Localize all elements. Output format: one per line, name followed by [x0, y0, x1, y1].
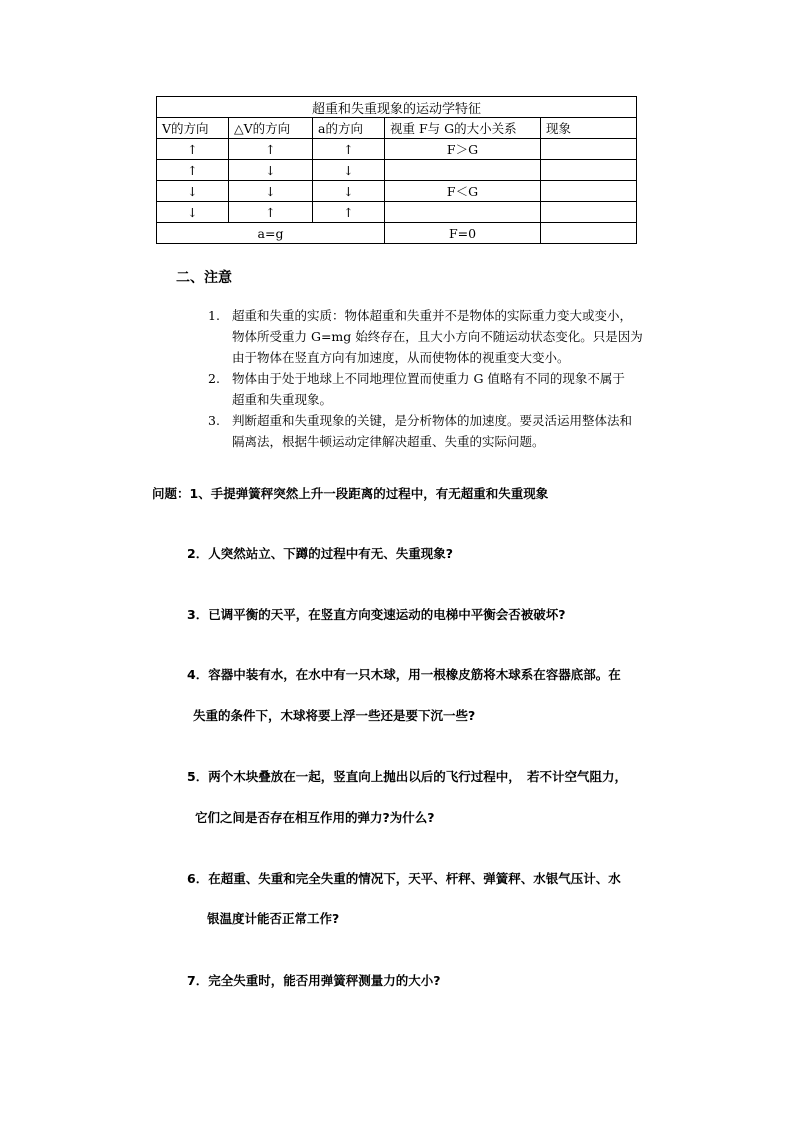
question-6-line-2: 银温度计能否正常工作? — [207, 911, 340, 926]
cell-v-direction: ↑ — [157, 160, 229, 181]
question-5-line-1: 5．两个木块叠放在一起，竖直向上抛出以后的飞行过程中， 若不计空气阻力， — [187, 769, 627, 784]
table-row — [157, 202, 637, 223]
note-line: 物体所受重力 G=mg 始终存在，且大小方向不随运动状态变化。只是因为 — [232, 329, 643, 344]
cell-weight-relation: F＜G — [385, 181, 541, 202]
note-number: 3. — [208, 413, 220, 428]
note-item — [208, 368, 688, 410]
header-weight-relation: 视重 F与 G的大小关系 — [385, 118, 541, 139]
cell-v-direction: ↓ — [157, 202, 229, 223]
note-number: 2. — [208, 371, 220, 386]
cell-dv-direction: ↑ — [229, 202, 313, 223]
cell-result: F=0 — [385, 223, 541, 244]
header-a-direction: a的方向 — [313, 118, 385, 139]
section-heading: 二、注意 — [176, 270, 232, 286]
cell-a-direction: ↓ — [313, 181, 385, 202]
table-row-free-fall — [157, 223, 637, 244]
cell-dv-direction: ↓ — [229, 181, 313, 202]
note-item — [208, 410, 688, 452]
cell-dv-direction: ↑ — [229, 139, 313, 160]
question-4-line-1: 4．容器中装有水，在水中有一只木球，用一根橡皮筋将木球系在容器底部。在 — [187, 667, 621, 682]
cell-weight-relation — [385, 202, 541, 223]
note-line: 判断超重和失重现象的关键，是分析物体的加速度。要灵活运用整体法和 — [232, 413, 633, 428]
cell-a-direction: ↑ — [313, 202, 385, 223]
header-v-direction: V的方向 — [157, 118, 229, 139]
cell-v-direction: ↑ — [157, 139, 229, 160]
question-6-line-1: 6．在超重、失重和完全失重的情况下，天平、杆秤、弹簧秤、水银气压计、水 — [187, 871, 621, 886]
note-line: 物体由于处于地球上不同地理位置而使重力 G 值略有不同的现象不属于 — [232, 371, 625, 386]
cell-phenomenon — [541, 202, 637, 223]
cell-phenomenon — [541, 139, 637, 160]
note-line: 超重和失重现象。 — [232, 392, 333, 407]
table-header-row — [157, 118, 637, 139]
question-1: 问题：1、手提弹簧秤突然上升一段距离的过程中，有无超重和失重现象 — [152, 486, 549, 501]
cell-weight-relation — [385, 160, 541, 181]
header-phenomenon: 现象 — [541, 118, 637, 139]
note-line: 由于物体在竖直方向有加速度，从而使物体的视重变大变小。 — [232, 350, 570, 365]
table-title: 超重和失重现象的运动学特征 — [157, 97, 637, 118]
table-row — [157, 181, 637, 202]
notes-list — [208, 305, 688, 452]
cell-a-direction: ↑ — [313, 139, 385, 160]
question-2: 2．人突然站立、下蹲的过程中有无、失重现象? — [187, 546, 453, 561]
note-line: 隔离法，根据牛顿运动定律解决超重、失重的实际问题。 — [232, 434, 545, 449]
note-line: 超重和失重的实质：物体超重和失重并不是物体的实际重力变大或变小， — [232, 308, 633, 323]
question-5-line-2: 它们之间是否存在相互作用的弹力?为什么? — [195, 810, 435, 825]
cell-phenomenon — [541, 223, 637, 244]
cell-a-direction: ↓ — [313, 160, 385, 181]
question-4-line-2: 失重的条件下，木球将要上浮一些还是要下沉一些? — [193, 708, 476, 723]
cell-weight-relation: F＞G — [385, 139, 541, 160]
note-number: 1. — [208, 308, 220, 323]
cell-condition: a=g — [157, 223, 385, 244]
question-7: 7．完全失重时，能否用弹簧秤测量力的大小? — [187, 973, 441, 988]
table-row — [157, 139, 637, 160]
table-row — [157, 160, 637, 181]
header-dv-direction: △V的方向 — [229, 118, 313, 139]
cell-phenomenon — [541, 160, 637, 181]
cell-dv-direction: ↓ — [229, 160, 313, 181]
question-3: 3．已调平衡的天平，在竖直方向变速运动的电梯中平衡会否被破坏? — [187, 607, 566, 622]
cell-phenomenon — [541, 181, 637, 202]
kinematics-table — [156, 96, 637, 244]
cell-v-direction: ↓ — [157, 181, 229, 202]
note-item — [208, 305, 688, 368]
